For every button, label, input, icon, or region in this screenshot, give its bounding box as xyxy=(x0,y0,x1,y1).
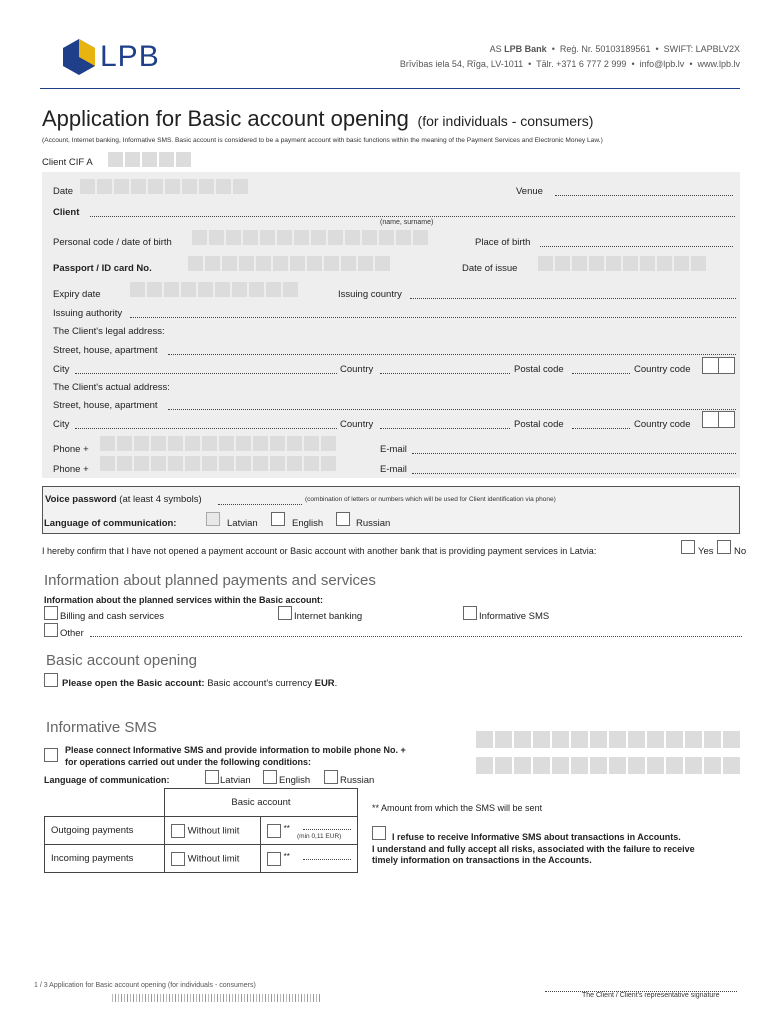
incoming-label: Incoming payments xyxy=(45,845,165,873)
language-russian-checkbox[interactable] xyxy=(336,512,350,526)
sms-understand-line1: I understand and fully accept all risks, associated with the failure to receive xyxy=(372,844,695,854)
voice-password-label: Voice password (at least 4 symbols) xyxy=(45,494,202,505)
sms-connect-line1: Please connect Informative SMS and provide information to mobile phone No. + xyxy=(65,745,406,755)
sms-english-checkbox[interactable] xyxy=(263,770,277,784)
legal-city-field[interactable] xyxy=(75,365,337,374)
sms-table xyxy=(44,788,358,873)
actual-country-code-boxes[interactable] xyxy=(702,411,735,428)
actual-city-label: City xyxy=(53,419,70,430)
outgoing-amount[interactable]: ** (min 0,11 EUR) xyxy=(261,817,358,845)
language-label: Language of communication: xyxy=(44,518,177,529)
informative-sms-label: Informative SMS xyxy=(479,611,550,622)
legal-street-label: Street, house, apartment xyxy=(53,345,158,356)
title-note: (Account, Internet banking, Informative SMS. Basic account is considered to be a payment account with basic functions within the meaning of the Payment Services and Electronic Money Law.) xyxy=(42,137,603,144)
signature-label: The Client / Client's representative signature xyxy=(582,992,720,999)
email1-label: E-mail xyxy=(380,444,407,455)
voice-password-field[interactable] xyxy=(218,496,302,505)
sms-amount-note: ** Amount from which the SMS will be sent xyxy=(372,803,543,813)
expiry-date-label: Expiry date xyxy=(53,289,101,300)
sms-heading: Informative SMS xyxy=(46,719,157,736)
incoming-without-limit[interactable]: Without limit xyxy=(165,845,261,873)
language-latvian-label: Latvian xyxy=(227,518,258,529)
sms-russian-label: Russian xyxy=(340,775,375,786)
logo-hexagon-icon xyxy=(62,38,96,76)
client-cif-boxes[interactable] xyxy=(108,152,191,167)
confirm-no-label: No xyxy=(734,546,747,557)
language-russian-label: Russian xyxy=(356,518,391,529)
date-boxes[interactable] xyxy=(80,179,248,194)
client-name-field[interactable] xyxy=(90,208,735,217)
informative-sms-checkbox[interactable] xyxy=(463,606,477,620)
logo-text: LPB xyxy=(100,40,160,73)
client-cif-label: Client CIF A xyxy=(42,157,93,168)
sms-refuse-checkbox[interactable] xyxy=(372,826,386,840)
sms-table-head: Basic account xyxy=(165,789,358,817)
place-of-birth-label: Place of birth xyxy=(475,237,531,248)
issuing-country-field[interactable] xyxy=(410,290,736,299)
legal-country-code-label: Country code xyxy=(634,364,691,375)
place-of-birth-field[interactable] xyxy=(540,238,733,247)
date-label: Date xyxy=(53,186,74,197)
open-account-checkbox[interactable] xyxy=(44,673,58,687)
outgoing-label: Outgoing payments xyxy=(45,817,165,845)
confirm-no-checkbox[interactable] xyxy=(717,540,731,554)
name-hint: (name, surname) xyxy=(380,219,434,226)
legal-postal-label: Postal code xyxy=(514,364,564,375)
internet-banking-checkbox[interactable] xyxy=(278,606,292,620)
billing-checkbox[interactable] xyxy=(44,606,58,620)
legal-country-field[interactable] xyxy=(380,365,510,374)
sms-latvian-checkbox[interactable] xyxy=(205,770,219,784)
bank-info-line1: AS LPB Bank • Reģ. Nr. 50103189561 • SWIFT: LAPBLV2X xyxy=(489,44,740,54)
voice-password-hint: (combination of letters or numbers which will be used for Client identification via phone) xyxy=(305,496,556,503)
billing-label: Billing and cash services xyxy=(60,611,165,622)
page-title: Application for Basic account opening (for individuals - consumers) xyxy=(42,106,594,131)
opening-heading: Basic account opening xyxy=(46,652,197,669)
legal-postal-field[interactable] xyxy=(572,365,630,374)
sms-latvian-label: Latvian xyxy=(220,775,251,786)
phone2-label: Phone + xyxy=(53,464,89,475)
email1-field[interactable] xyxy=(412,445,736,454)
actual-city-field[interactable] xyxy=(75,420,337,429)
footer-page-info: 1 / 3 Application for Basic account opening (for individuals - consumers) xyxy=(34,982,256,989)
phone1-boxes[interactable] xyxy=(100,436,336,451)
client-label: Client xyxy=(53,207,80,218)
passport-boxes[interactable] xyxy=(188,256,390,271)
actual-country-code-label: Country code xyxy=(634,419,691,430)
payments-heading: Information about planned payments and services xyxy=(44,572,376,589)
other-label: Other xyxy=(60,628,84,639)
header-divider xyxy=(40,88,740,89)
phone1-label: Phone + xyxy=(53,444,89,455)
issuing-authority-field[interactable] xyxy=(130,309,736,318)
venue-field[interactable] xyxy=(555,187,733,196)
outgoing-without-limit[interactable]: Without limit xyxy=(165,817,261,845)
issuing-authority-label: Issuing authority xyxy=(53,308,123,319)
sms-russian-checkbox[interactable] xyxy=(324,770,338,784)
actual-postal-field[interactable] xyxy=(572,420,630,429)
email2-field[interactable] xyxy=(412,465,736,474)
legal-address-label: The Client's legal address: xyxy=(53,326,165,337)
payments-sub: Information about the planned services within the Basic account: xyxy=(44,595,324,605)
open-account-text: Please open the Basic account: Basic account's currency EUR. xyxy=(62,678,338,689)
internet-banking-label: Internet banking xyxy=(294,611,363,622)
sms-phone-boxes-row2[interactable] xyxy=(476,757,740,774)
date-of-issue-boxes[interactable] xyxy=(538,256,706,271)
client-form-section xyxy=(42,172,740,478)
language-english-checkbox[interactable] xyxy=(271,512,285,526)
barcode xyxy=(112,994,322,1002)
legal-city-label: City xyxy=(53,364,70,375)
actual-country-field[interactable] xyxy=(380,420,510,429)
confirm-text: I hereby confirm that I have not opened a payment account or Basic account with another bank that is providing payment services in Latvia: xyxy=(42,546,597,556)
sms-understand-line2: timely information on transactions in the Accounts. xyxy=(372,855,592,865)
actual-address-label: The Client's actual address: xyxy=(53,382,170,393)
email2-label: E-mail xyxy=(380,464,407,475)
actual-postal-label: Postal code xyxy=(514,419,564,430)
actual-street-label: Street, house, apartment xyxy=(53,400,158,411)
language-latvian-checkbox[interactable] xyxy=(206,512,220,526)
issuing-country-label: Issuing country xyxy=(338,289,402,300)
sms-refuse-text: I refuse to receive Informative SMS about transactions in Accounts. xyxy=(392,832,681,842)
confirm-yes-checkbox[interactable] xyxy=(681,540,695,554)
actual-street-field[interactable] xyxy=(168,401,736,410)
personal-code-boxes[interactable] xyxy=(192,230,428,245)
venue-label: Venue xyxy=(516,186,543,197)
other-field[interactable] xyxy=(90,628,742,637)
legal-country-code-boxes[interactable] xyxy=(702,357,735,374)
sms-connect-checkbox[interactable] xyxy=(44,748,58,762)
phone2-boxes[interactable] xyxy=(100,456,336,471)
expiry-date-boxes[interactable] xyxy=(130,282,298,297)
sms-connect-line2: for operations carried out under the following conditions: xyxy=(65,757,312,767)
other-checkbox[interactable] xyxy=(44,623,58,637)
legal-country-label: Country xyxy=(340,364,374,375)
date-of-issue-label: Date of issue xyxy=(462,263,518,274)
sms-english-label: English xyxy=(279,775,311,786)
passport-label: Passport / ID card No. xyxy=(53,263,152,274)
signature-field[interactable] xyxy=(545,983,737,992)
bank-info-line2: Brīvības iela 54, Rīga, LV-1011 • Tālr. +371 6 777 2 999 • info@lpb.lv • www.lpb.lv xyxy=(399,59,740,69)
confirm-yes-label: Yes xyxy=(698,546,714,557)
incoming-amount[interactable]: ** xyxy=(261,845,358,873)
logo xyxy=(62,38,192,78)
personal-code-label: Personal code / date of birth xyxy=(53,237,172,248)
sms-language-label: Language of communication: xyxy=(44,775,170,785)
actual-country-label: Country xyxy=(340,419,374,430)
language-english-label: English xyxy=(292,518,324,529)
sms-phone-boxes-row1[interactable] xyxy=(476,731,740,748)
legal-street-field[interactable] xyxy=(168,346,736,355)
